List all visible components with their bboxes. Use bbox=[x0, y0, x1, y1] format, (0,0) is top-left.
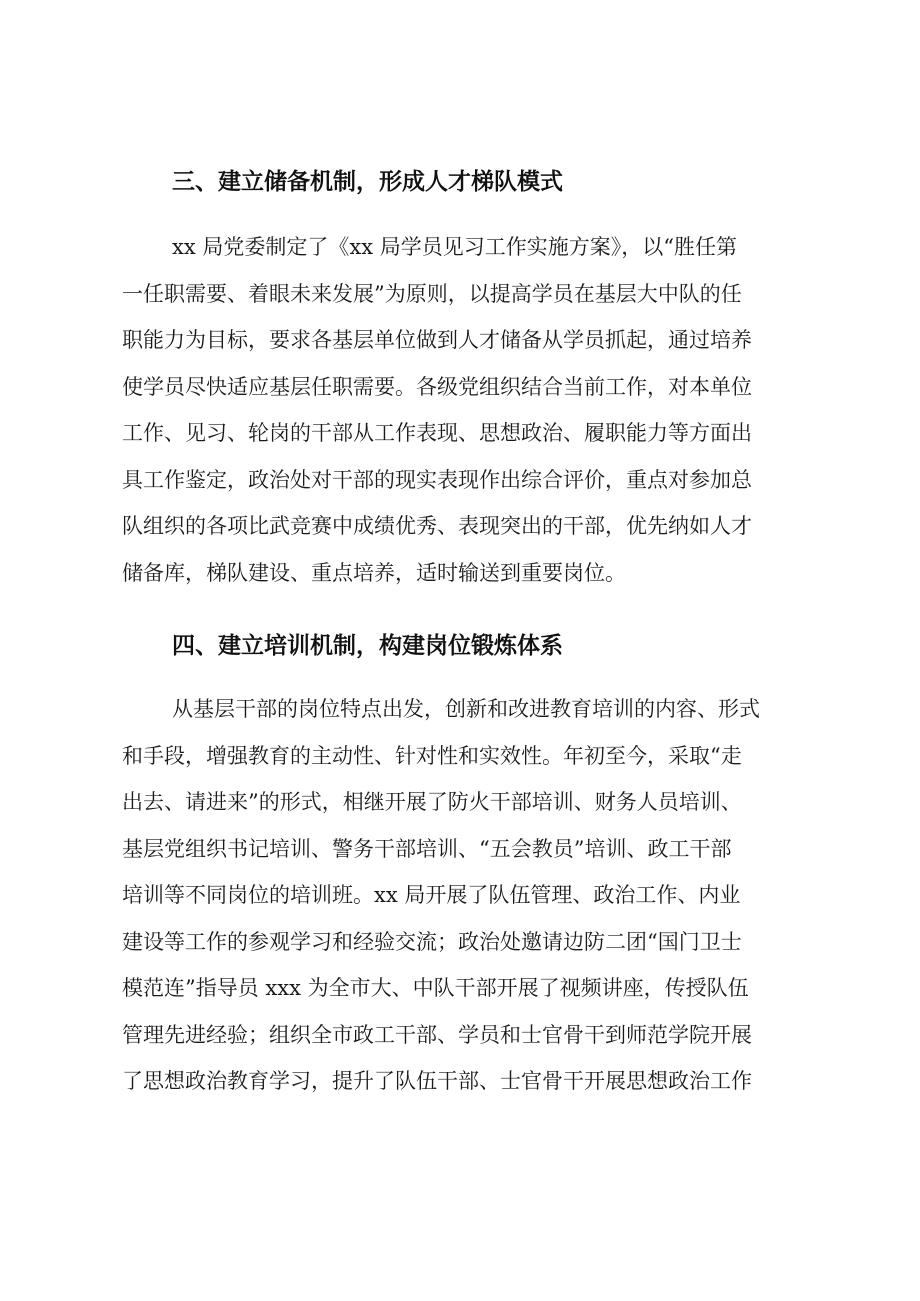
paragraph-line: 基层党组织书记培训、警务干部培训、“五会教员”培训、政工干部 bbox=[122, 836, 732, 861]
paragraph-line: 模范连”指导员 xxx 为全市大、中队干部开展了视频讲座，传授队伍 bbox=[122, 976, 749, 1000]
paragraph-line: 工作、见习、轮岗的干部从工作表现、思想政治、履职能力等方面出 bbox=[122, 421, 752, 445]
paragraph-line: 了思想政治教育学习，提升了队伍干部、士官骨干开展思想政治工作 bbox=[122, 1069, 752, 1093]
section-paragraph-4 bbox=[122, 686, 822, 1105]
paragraph-line: xx 局党委制定了《xx 局学员见习工作实施方案》，以“胜任第 bbox=[172, 235, 737, 259]
paragraph-line: 和手段，增强教育的主动性、针对性和实效性。年初至今，采取“走 bbox=[122, 743, 742, 768]
section-heading-4: 四、建立培训机制，构建岗位锻炼体系 bbox=[172, 633, 563, 659]
paragraph-line: 建设等工作的参观学习和经验交流；政治处邀请边防二团“国门卫士 bbox=[122, 929, 742, 954]
paragraph-line: 出去、请进来”的形式，相继开展了防火干部培训、财务人员培训、 bbox=[122, 790, 742, 814]
paragraph-line: 具工作鉴定，政治处对干部的现实表现作出综合评价，重点对参加总 bbox=[122, 467, 752, 492]
paragraph-line: 管理先进经验；组织全市政工干部、学员和士官骨干到师范学院开展 bbox=[122, 1022, 752, 1047]
paragraph-line: 从基层干部的岗位特点出发，创新和改进教育培训的内容、形式 bbox=[172, 697, 760, 721]
section-paragraph-3 bbox=[122, 224, 822, 596]
paragraph-line: 职能力为目标，要求各基层单位做到人才储备从学员抓起，通过培养 bbox=[122, 328, 752, 352]
paragraph-line: 培训等不同岗位的培训班。xx 局开展了队伍管理、政治工作、内业 bbox=[122, 883, 741, 907]
section-heading-3: 三、建立储备机制，形成人才梯队模式 bbox=[172, 169, 563, 195]
paragraph-line: 使学员尽快适应基层任职需要。各级党组织结合当前工作，对本单位 bbox=[122, 374, 752, 399]
paragraph-line: 队组织的各项比武竞赛中成绩优秀、表现突出的干部，优先纳如人才 bbox=[122, 514, 752, 538]
paragraph-line: 一任职需要、着眼未来发展”为原则，以提高学员在基层大中队的任 bbox=[122, 281, 742, 306]
paragraph-line: 储备库，梯队建设、重点培养，适时输送到重要岗位。 bbox=[122, 560, 626, 585]
